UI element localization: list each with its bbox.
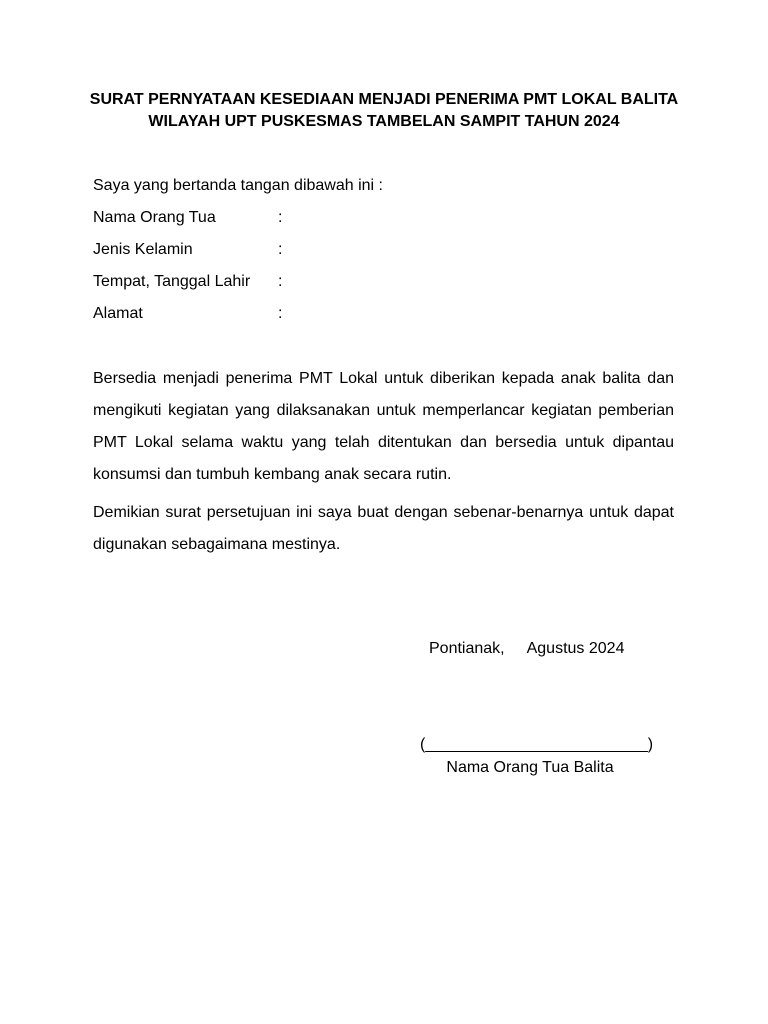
field-row-parent-name <box>93 207 282 229</box>
field-colon: : <box>278 241 283 258</box>
title-line-2: WILAYAH UPT PUSKESMAS TAMBELAN SAMPIT TAHUN 2024 <box>148 113 620 130</box>
place-text: Pontianak, <box>429 640 505 657</box>
field-label: Jenis Kelamin <box>93 241 193 258</box>
field-row-birth-place-date <box>93 271 282 293</box>
field-colon: : <box>278 305 283 322</box>
signature-line: (_________________________) <box>420 736 654 753</box>
statement-paragraph: Bersedia menjadi penerima PMT Lokal untuk diberikan kepada anak balita dan mengikuti kegiatan yang dilaksanakan untuk memperlancar kegiatan pemberian PMT Lokal selama waktu yang telah ditentukan dan bersedia untuk dipantau konsumsi dan tumbuh kembang anak secara rutin. <box>93 370 674 483</box>
place-date <box>429 638 624 660</box>
closing-paragraph: Demikian surat persetujuan ini saya buat dengan sebenar-benarnya untuk dapat digunakan sebagaimana mestinya. <box>93 504 674 553</box>
field-row-address <box>93 303 282 325</box>
signer-label: Nama Orang Tua Balita <box>446 759 614 776</box>
field-label: Alamat <box>93 305 143 322</box>
field-label: Tempat, Tanggal Lahir <box>93 273 251 290</box>
title-line-1: SURAT PERNYATAAN KESEDIAAN MENJADI PENERIMA PMT LOKAL BALITA <box>89 91 679 108</box>
intro-text: Saya yang bertanda tangan dibawah ini : <box>93 177 383 194</box>
field-row-gender <box>93 239 282 261</box>
document-title <box>60 89 708 133</box>
field-label: Nama Orang Tua <box>93 209 216 226</box>
field-colon: : <box>278 209 283 226</box>
field-colon: : <box>278 273 283 290</box>
date-text: Agustus 2024 <box>526 640 625 657</box>
